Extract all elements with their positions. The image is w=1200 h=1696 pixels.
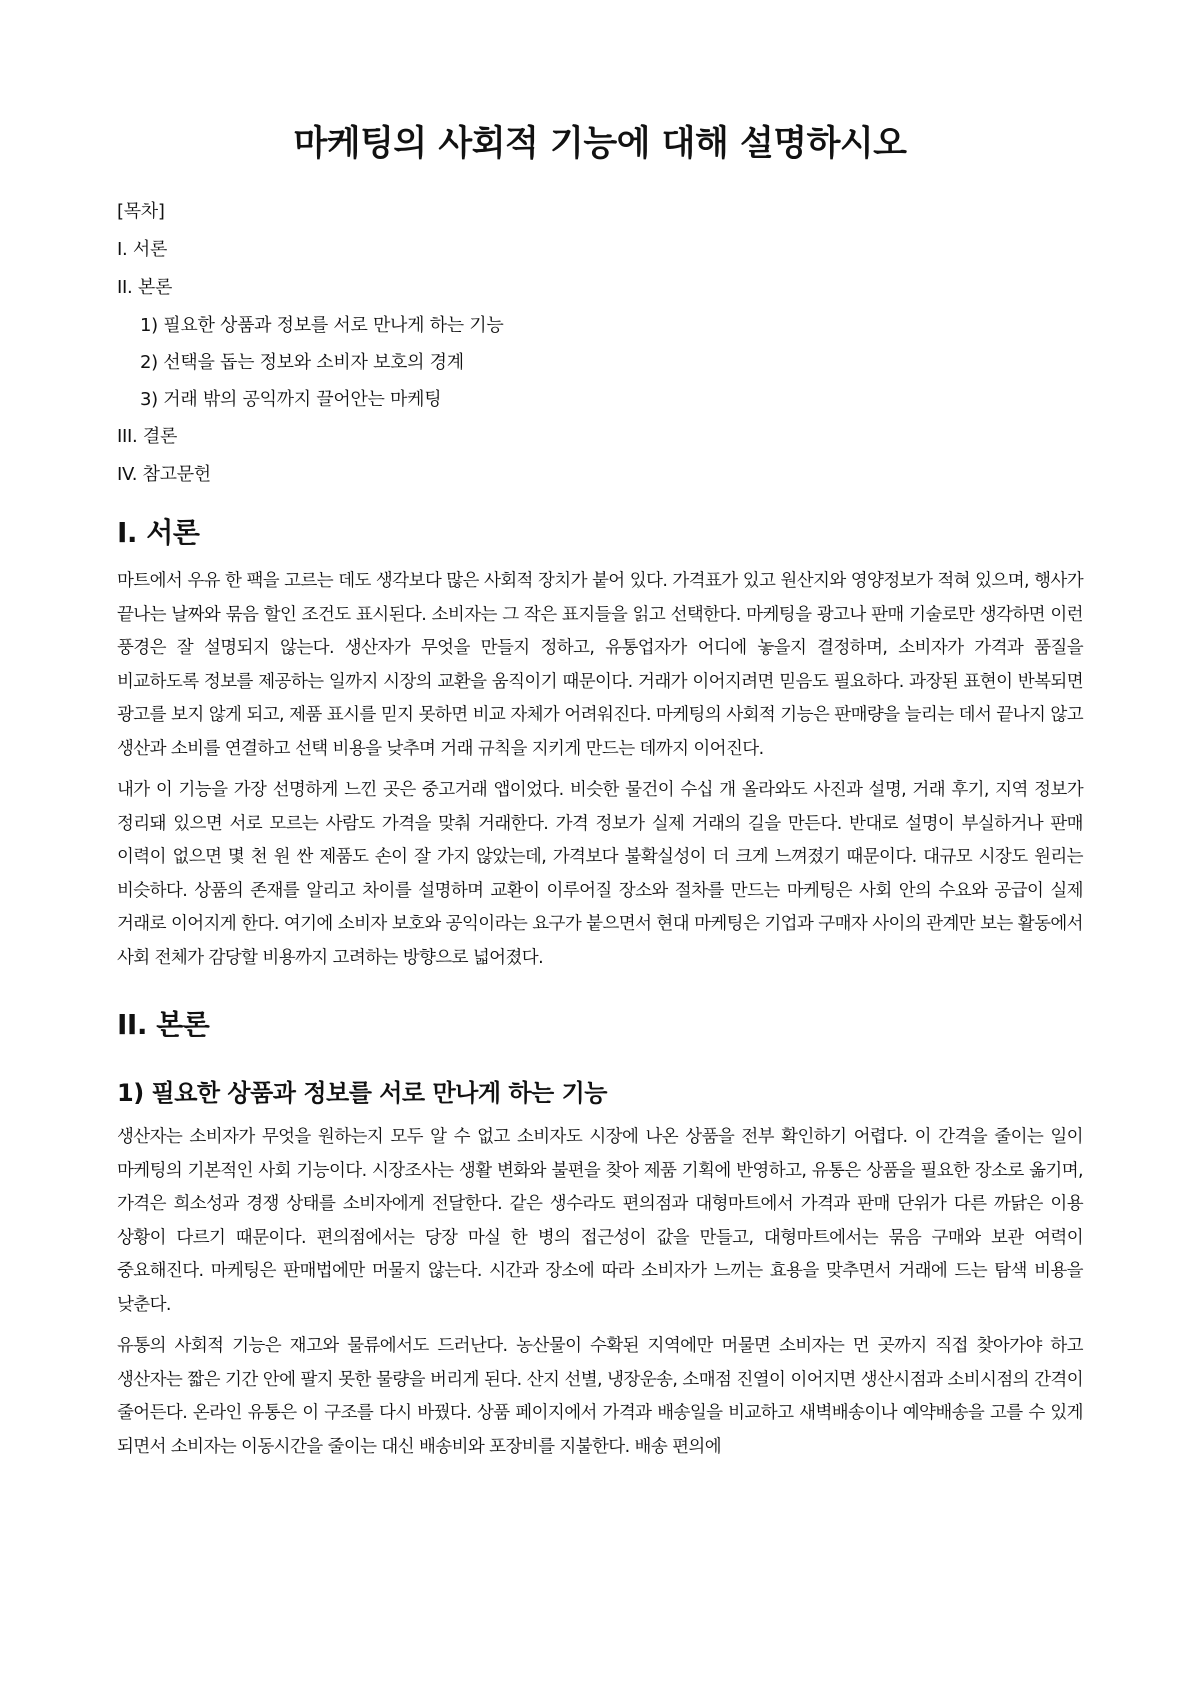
subsection-1-paragraph-2: 유통의 사회적 기능은 재고와 물류에서도 드러난다. 농산물이 수확된 지역에만 머물면 소비자는 먼 곳까지 직접 찾아가야 하고 생산자는 짧은 기간 안에 팔지 못한 물량을 버리게 된다. 산지 선별, 냉장운송, 소매점 진열이 이어지면 생산시점과 소비시점의 간격이 줄어든다. 온라인 유통은 이 구조를 다시 바꿨다. 상품 페이지에서 가격과 배송일을 비교하고 새벽배송이나 예약배송을 고를 수 있게 되면서 소비자는 이동시간을 줄이는 대신 배송비와 포장비를 지불한다. 배송 편의에: [117, 1336, 1083, 1457]
toc-item-body-3: 3) 거래 밖의 공익까지 끌어안는 마케팅: [140, 389, 442, 410]
toc-item-conclusion: III. 결론: [117, 426, 178, 447]
intro-paragraph-2: 내가 이 기능을 가장 선명하게 느낀 곳은 중고거래 앱이었다. 비슷한 물건이 수십 개 올라와도 사진과 설명, 거래 후기, 지역 정보가 정리돼 있으면 서로 모르는 사람도 가격을 맞춰 거래한다. 가격 정보가 실제 거래의 길을 만든다. 반대로 설명이 부실하거나 판매 이력이 없으면 몇 천 원 싼 제품도 손이 잘 가지 않았는데, 가격보다 불확실성이 더 크게 느껴졌기 때문이다. 대규모 시장도 원리는 비슷하다. 상품의 존재를 알리고 차이를 설명하며 교환이 이루어질 장소와 절차를 만드는 마케팅은 사회 안의 수요와 공급이 실제 거래로 이어지게 한다. 여기에 소비자 보호와 공익이라는 요구가 붙으면서 현대 마케팅은 기업과 구매자 사이의 관계만 보는 활동에서 사회 전체가 감당할 비용까지 고려하는 방향으로 넓어졌다.: [117, 780, 1083, 968]
section-heading-intro: I. 서론: [117, 516, 200, 549]
toc-item-body: II. 본론: [117, 277, 173, 298]
subsection-1-paragraph-1: 생산자는 소비자가 무엇을 원하는지 모두 알 수 없고 소비자도 시장에 나온 상품을 전부 확인하기 어렵다. 이 간격을 줄이는 일이 마케팅의 기본적인 사회 기능이다. 시장조사는 생활 변화와 불편을 찾아 제품 기획에 반영하고, 유통은 상품을 필요한 장소로 옮기며, 가격은 희소성과 경쟁 상태를 소비자에게 전달한다. 같은 생수라도 편의점과 대형마트에서 가격과 판매 단위가 다른 까닭은 이용 상황이 다르기 때문이다. 편의점에서는 당장 마실 한 병의 접근성이 값을 만들고, 대형마트에서는 묶음 구매와 보관 여력이 중요해진다. 마케팅은 판매법에만 머물지 않는다. 시간과 장소에 따라 소비자가 느끼는 효용을 맞추면서 거래에 드는 탐색 비용을 낮춘다.: [117, 1127, 1083, 1315]
section-heading-body: II. 본론: [117, 1008, 210, 1041]
section-body: [117, 1005, 1083, 1464]
subsection-1: [117, 1075, 1083, 1464]
subsection-heading-1: 1) 필요한 상품과 정보를 서로 만나게 하는 기능: [117, 1079, 607, 1107]
toc-item-body-1: 1) 필요한 상품과 정보를 서로 만나게 하는 기능: [140, 315, 504, 336]
document-title: 마케팅의 사회적 기능에 대해 설명하시오: [293, 124, 907, 164]
toc-item-references: IV. 참고문헌: [117, 464, 211, 485]
intro-paragraph-1: 마트에서 우유 한 팩을 고르는 데도 생각보다 많은 사회적 장치가 붙어 있다. 가격표가 있고 원산지와 영양정보가 적혀 있으며, 행사가 끝나는 날짜와 묶음 할인 조건도 표시된다. 소비자는 그 작은 표지들을 읽고 선택한다. 마케팅을 광고나 판매 기술로만 생각하면 이런 풍경은 잘 설명되지 않는다. 생산자가 무엇을 만들지 정하고, 유통업자가 어디에 놓을지 결정하며, 소비자가 가격과 품질을 비교하도록 정보를 제공하는 일까지 시장의 교환을 움직이기 때문이다. 거래가 이어지려면 믿음도 필요하다. 과장된 표현이 반복되면 광고를 보지 않게 되고, 제품 표시를 믿지 못하면 비교 자체가 어려워진다. 마케팅의 사회적 기능은 판매량을 늘리는 데서 끝나지 않고 생산과 소비를 연결하고 선택 비용을 낮추며 거래 규칙을 지키게 만드는 데까지 이어진다.: [117, 571, 1083, 759]
table-of-contents: [117, 200, 1083, 487]
toc-item-body-2: 2) 선택을 돕는 정보와 소비자 보호의 경계: [140, 352, 464, 373]
toc-item-intro: I. 서론: [117, 239, 168, 260]
toc-label: [목차]: [117, 201, 165, 222]
section-intro: [117, 513, 1083, 975]
